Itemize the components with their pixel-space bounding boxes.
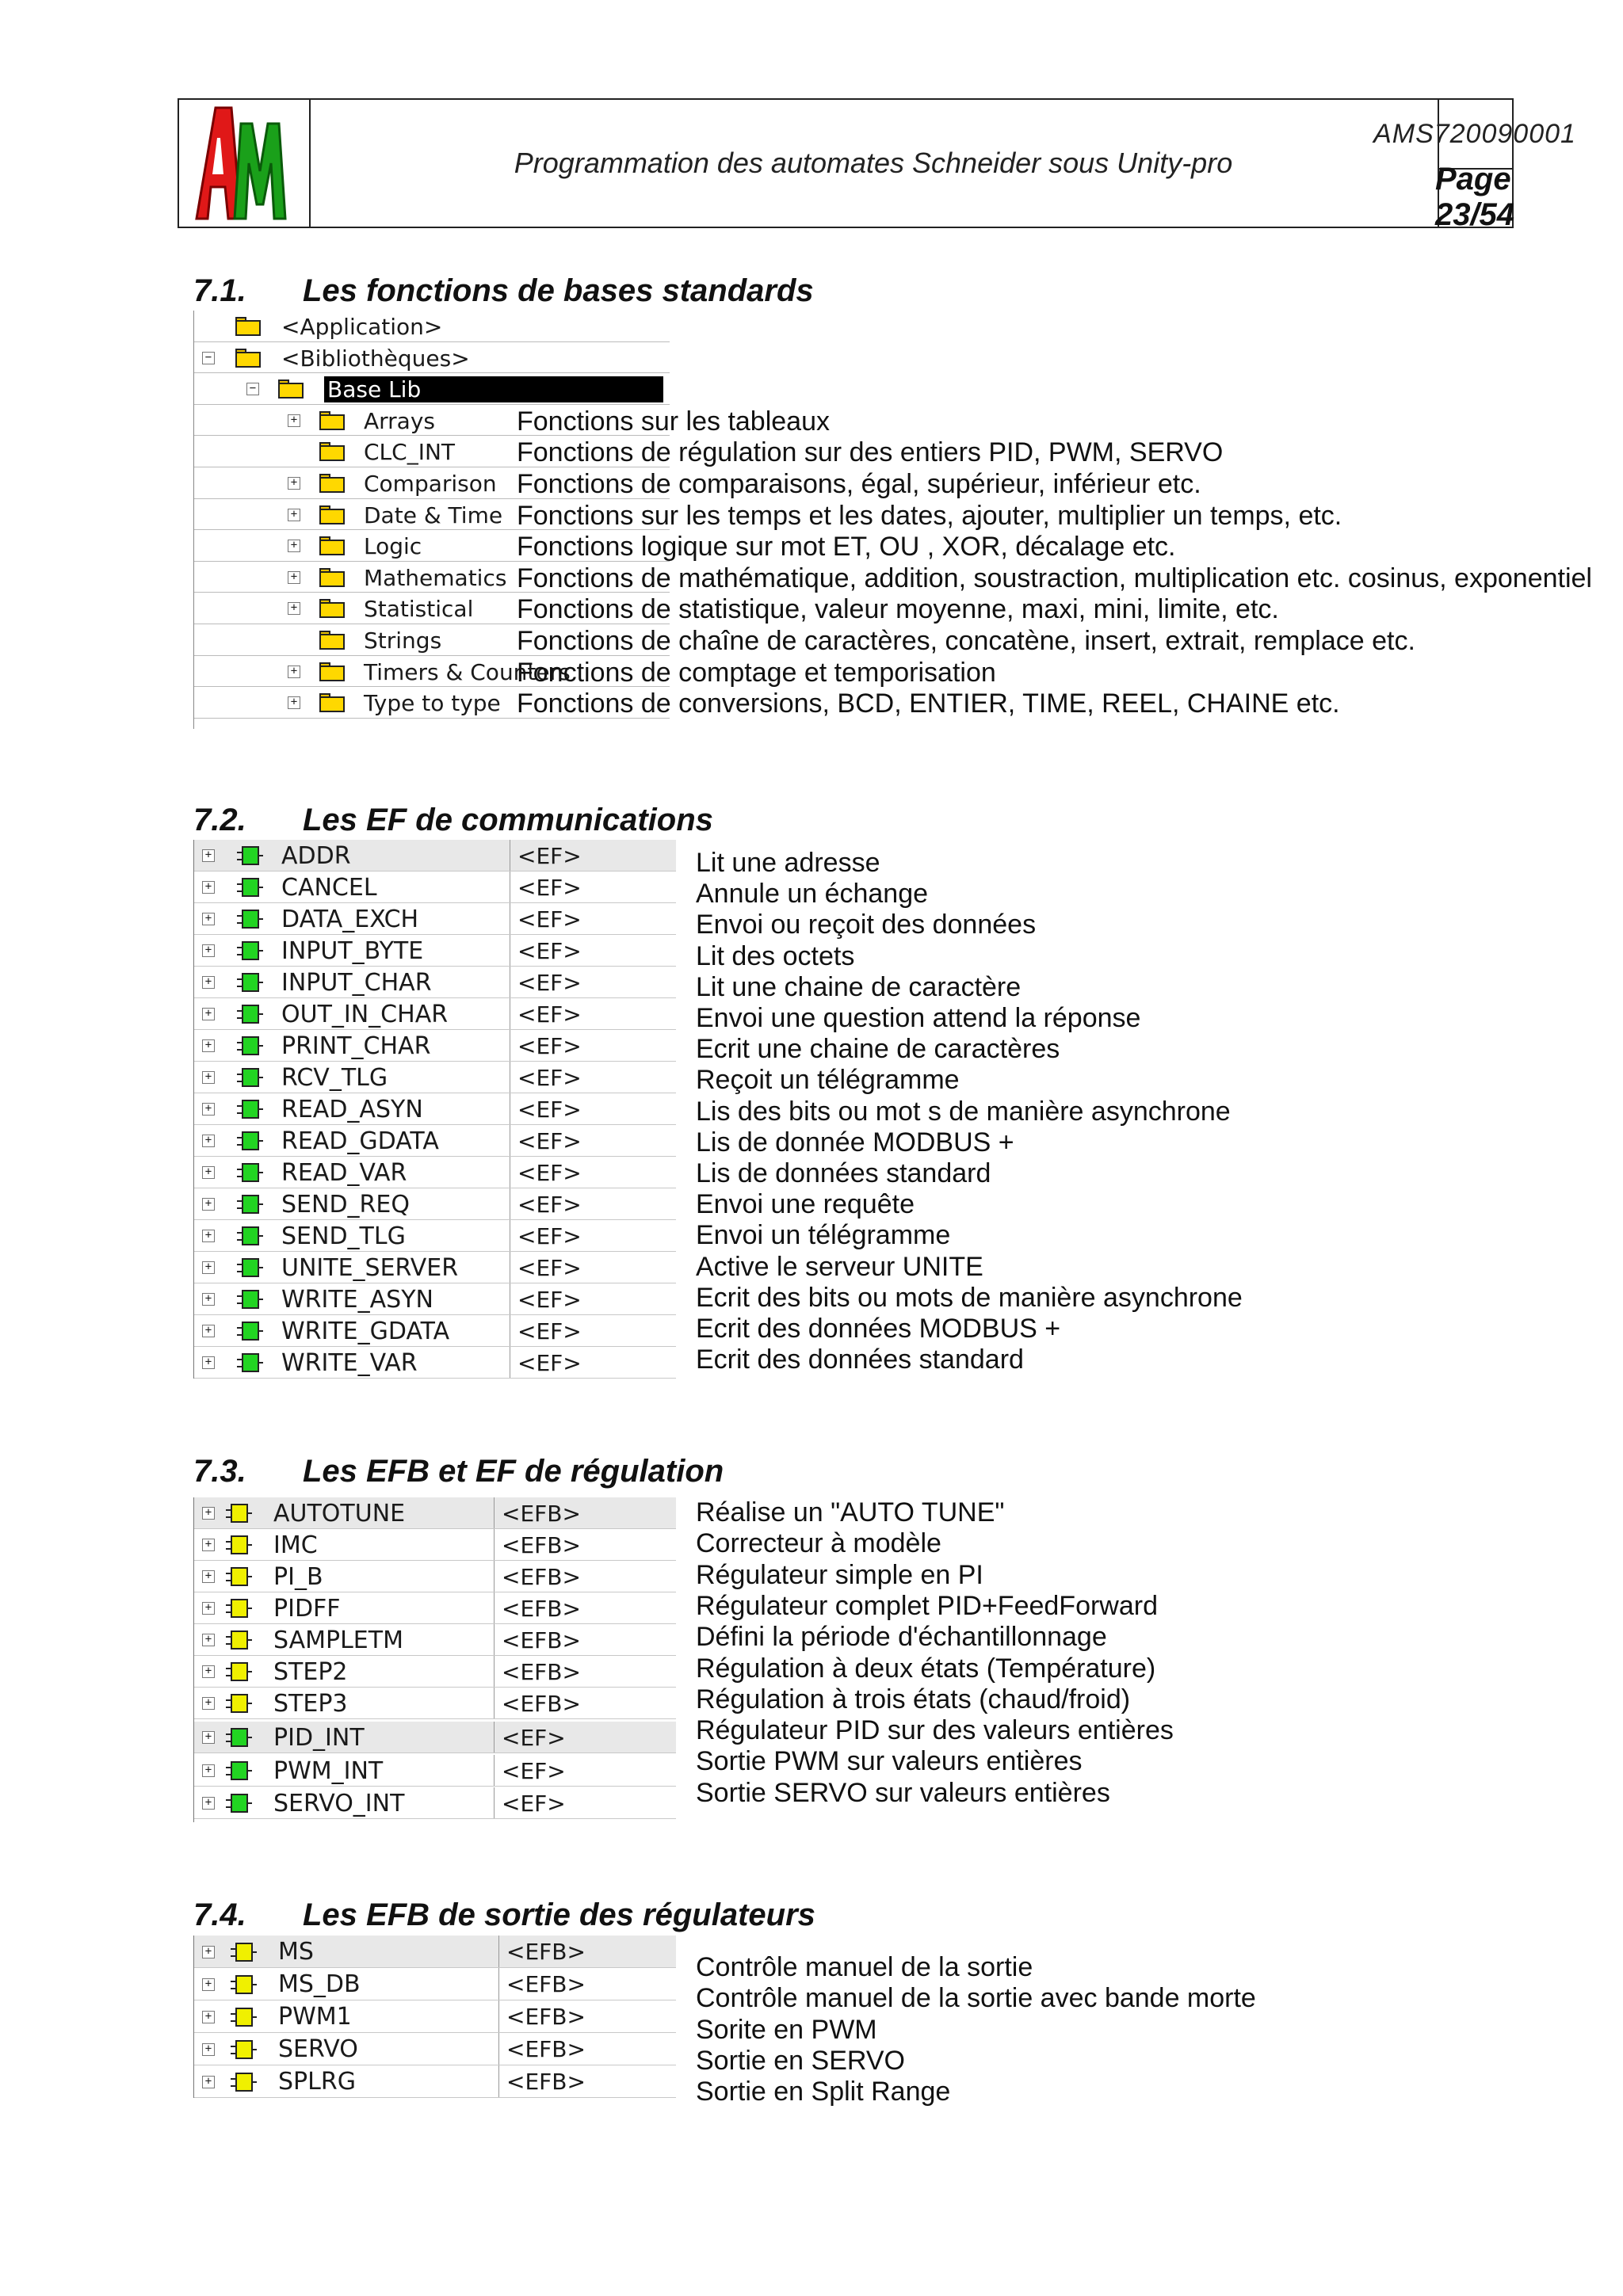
block-name: SERVO_INT bbox=[273, 1790, 405, 1817]
block-type: <EF> bbox=[517, 970, 582, 996]
table-row[interactable] bbox=[194, 840, 676, 871]
block-name: WRITE_VAR bbox=[281, 1349, 418, 1377]
section-title: Les fonctions de bases standards bbox=[303, 273, 814, 308]
expand-icon[interactable]: + bbox=[288, 696, 300, 709]
table-row[interactable] bbox=[194, 1722, 676, 1753]
column-divider bbox=[494, 1787, 495, 1819]
section-heading-7-3 bbox=[193, 1454, 724, 1489]
block-description: Sortie SERVO sur valeurs entières bbox=[696, 1777, 1110, 1808]
row-divider bbox=[194, 1786, 676, 1787]
block-type: <EF> bbox=[517, 1001, 582, 1028]
block-name: STEP2 bbox=[273, 1658, 348, 1686]
expand-icon[interactable]: + bbox=[202, 1507, 215, 1520]
folder-open-icon bbox=[278, 379, 304, 399]
table-row[interactable] bbox=[194, 1062, 676, 1093]
table-row[interactable] bbox=[194, 2033, 676, 2065]
block-type: <EFB> bbox=[502, 1532, 581, 1558]
block-name: SEND_REQ bbox=[281, 1191, 410, 1219]
efb-block-icon bbox=[235, 1943, 253, 1962]
block-name: IMC bbox=[273, 1531, 318, 1559]
row-divider bbox=[194, 1718, 676, 1719]
block-name: OUT_IN_CHAR bbox=[281, 1001, 449, 1028]
table-row[interactable] bbox=[194, 2065, 676, 2098]
expand-icon[interactable]: + bbox=[202, 1946, 215, 1958]
folder-icon bbox=[319, 505, 345, 524]
document-title-text: Programmation des automates Schneider sous Unity-pro bbox=[514, 147, 1233, 179]
expand-icon[interactable]: + bbox=[202, 2011, 215, 2023]
tree-item-label: Base Lib bbox=[324, 376, 663, 402]
block-type: <EF> bbox=[502, 1757, 566, 1784]
efb-block-icon bbox=[235, 2008, 253, 2027]
block-description: Envoi une requête bbox=[696, 1189, 915, 1220]
table-row[interactable] bbox=[194, 1656, 676, 1688]
block-description: Contrôle manuel de la sortie bbox=[696, 1952, 1033, 1982]
table-row[interactable] bbox=[194, 1093, 676, 1125]
block-type: <EF> bbox=[517, 1318, 582, 1344]
expand-icon[interactable]: + bbox=[202, 849, 215, 862]
block-type: <EF> bbox=[517, 938, 582, 964]
column-divider bbox=[494, 1529, 495, 1561]
ef-communication-table bbox=[193, 840, 676, 1379]
block-type: <EF> bbox=[517, 875, 582, 901]
block-description: Lis de données standard bbox=[696, 1158, 991, 1188]
block-name: AUTOTUNE bbox=[273, 1500, 406, 1527]
block-description: Régulateur complet PID+FeedForward bbox=[696, 1590, 1158, 1621]
section-number: 7.3. bbox=[193, 1454, 246, 1489]
block-description: Envoi une question attend la réponse bbox=[696, 1003, 1141, 1033]
folder-icon bbox=[319, 599, 345, 618]
block-name: SEND_TLG bbox=[281, 1222, 406, 1250]
efb-block-icon bbox=[231, 1630, 248, 1650]
expand-icon[interactable]: + bbox=[202, 1978, 215, 1991]
am-logo bbox=[179, 100, 306, 227]
table-row[interactable] bbox=[194, 1315, 676, 1347]
table-row[interactable] bbox=[194, 1220, 676, 1252]
library-description: Fonctions de régulation sur des entiers PID, PWM, SERVO bbox=[517, 437, 1224, 468]
table-row[interactable] bbox=[194, 1125, 676, 1157]
block-description: Sortie PWM sur valeurs entières bbox=[696, 1746, 1083, 1777]
tree-item-base-lib[interactable] bbox=[194, 373, 670, 404]
block-name: CANCEL bbox=[281, 874, 377, 902]
block-description: Reçoit un télégramme bbox=[696, 1065, 960, 1096]
tree-item-label: <Bibliothèques> bbox=[281, 345, 470, 372]
expand-icon[interactable]: + bbox=[288, 571, 300, 584]
table-row[interactable] bbox=[194, 2000, 676, 2033]
block-name: SERVO bbox=[278, 2035, 358, 2063]
tree-item-label: Mathematics bbox=[364, 564, 507, 591]
tree-item-label: Date & Time bbox=[364, 502, 503, 528]
block-type: <EF> bbox=[517, 906, 582, 933]
table-row[interactable] bbox=[194, 1936, 676, 1968]
table-row[interactable] bbox=[194, 1188, 676, 1220]
block-type: <EF> bbox=[517, 1255, 582, 1281]
block-description: Lit une chaine de caractère bbox=[696, 971, 1022, 1002]
ef-block-icon bbox=[242, 941, 259, 960]
block-description: Lit une adresse bbox=[696, 848, 880, 878]
block-description: Envoi un télégramme bbox=[696, 1220, 951, 1251]
block-description: Régulateur PID sur des valeurs entières bbox=[696, 1715, 1174, 1746]
block-type: <EF> bbox=[517, 1192, 582, 1218]
block-type: <EF> bbox=[502, 1791, 566, 1817]
block-name: PWM_INT bbox=[273, 1756, 384, 1785]
ef-block-icon bbox=[242, 846, 259, 865]
library-description: Fonctions de comptage et temporisation bbox=[517, 657, 996, 688]
block-type: <EFB> bbox=[502, 1501, 581, 1527]
row-divider bbox=[194, 1818, 676, 1819]
block-name: PWM1 bbox=[278, 2003, 352, 2031]
table-row[interactable] bbox=[194, 1968, 676, 2000]
folder-icon bbox=[319, 662, 345, 681]
expand-icon[interactable]: + bbox=[202, 1797, 215, 1810]
block-type: <EFB> bbox=[502, 1691, 581, 1717]
ef-block-icon bbox=[242, 910, 259, 929]
expand-icon[interactable]: + bbox=[202, 1325, 215, 1337]
column-divider bbox=[494, 1656, 495, 1688]
expand-icon[interactable]: + bbox=[202, 1293, 215, 1306]
section-number: 7.1. bbox=[193, 273, 246, 308]
block-name: READ_ASYN bbox=[281, 1096, 423, 1123]
logo-text: AM bbox=[179, 100, 181, 101]
efb-block-icon bbox=[231, 1535, 248, 1554]
block-description: Lis des bits ou mot s de manière asynchrone bbox=[696, 1096, 1231, 1127]
ef-block-icon bbox=[242, 973, 259, 992]
folder-icon bbox=[319, 442, 345, 461]
expand-icon[interactable]: + bbox=[202, 1166, 215, 1179]
block-name: STEP3 bbox=[273, 1690, 348, 1718]
tree-item-label: Type to type bbox=[364, 690, 501, 717]
block-name: PIDFF bbox=[273, 1595, 341, 1623]
expand-icon[interactable]: + bbox=[202, 1071, 215, 1084]
expand-icon[interactable]: + bbox=[202, 1261, 215, 1274]
efb-block-icon bbox=[235, 2040, 253, 2059]
expand-icon[interactable]: + bbox=[202, 1731, 215, 1744]
expand-icon[interactable]: + bbox=[202, 1008, 215, 1020]
ef-block-icon bbox=[242, 1131, 259, 1150]
expand-icon[interactable]: + bbox=[202, 2043, 215, 2056]
block-name: PI_B bbox=[273, 1563, 323, 1591]
efb-block-icon bbox=[231, 1567, 248, 1586]
column-divider bbox=[498, 2033, 499, 2065]
section-heading-7-2 bbox=[193, 803, 713, 838]
table-row[interactable] bbox=[194, 1561, 676, 1592]
expand-icon[interactable]: + bbox=[202, 1103, 215, 1116]
block-name: INPUT_CHAR bbox=[281, 969, 432, 997]
expand-icon[interactable]: + bbox=[202, 913, 215, 925]
block-description: Annule un échange bbox=[696, 879, 929, 910]
tree-item-label: Arrays bbox=[364, 407, 436, 434]
tree-item-label: Logic bbox=[364, 533, 422, 560]
section-heading-7-4 bbox=[193, 1897, 815, 1933]
document-title bbox=[309, 100, 1439, 227]
block-description: Active le serveur UNITE bbox=[696, 1251, 983, 1282]
column-divider bbox=[494, 1592, 495, 1624]
output-regulator-table bbox=[193, 1936, 676, 2098]
column-divider bbox=[498, 1968, 499, 2000]
block-type: <EFB> bbox=[502, 1659, 581, 1685]
block-description: Contrôle manuel de la sortie avec bande morte bbox=[696, 1983, 1256, 2014]
table-row[interactable] bbox=[194, 998, 676, 1030]
table-row[interactable] bbox=[194, 1252, 676, 1283]
table-row[interactable] bbox=[194, 935, 676, 967]
ef-block-icon bbox=[242, 878, 259, 897]
table-row[interactable] bbox=[194, 1787, 676, 1819]
library-description: Fonctions de statistique, valeur moyenne, maxi, mini, limite, etc. bbox=[517, 594, 1279, 625]
ef-block-icon bbox=[242, 1005, 259, 1024]
block-type: <EFB> bbox=[506, 1939, 586, 1965]
block-type: <EFB> bbox=[506, 2004, 586, 2030]
row-divider bbox=[194, 1378, 676, 1379]
table-row[interactable] bbox=[194, 1688, 676, 1719]
block-name: PID_INT bbox=[273, 1724, 365, 1752]
block-description: Régulateur simple en PI bbox=[696, 1559, 983, 1590]
ef-block-icon bbox=[242, 1195, 259, 1214]
folder-icon bbox=[319, 411, 345, 430]
expand-icon[interactable]: + bbox=[202, 1764, 215, 1777]
expand-icon[interactable]: + bbox=[202, 1570, 215, 1583]
expand-icon[interactable]: + bbox=[202, 1039, 215, 1052]
tree-item-label: Comparison bbox=[364, 471, 497, 497]
table-row[interactable] bbox=[194, 1755, 676, 1787]
ef-block-icon bbox=[231, 1728, 248, 1747]
block-type: <EF> bbox=[502, 1725, 566, 1751]
ef-block-icon bbox=[242, 1100, 259, 1119]
ef-block-icon bbox=[242, 1258, 259, 1277]
block-type: <EFB> bbox=[502, 1596, 581, 1622]
table-row[interactable] bbox=[194, 1347, 676, 1379]
ef-block-icon bbox=[231, 1761, 248, 1780]
expand-icon[interactable]: − bbox=[246, 383, 259, 395]
column-divider bbox=[494, 1561, 495, 1592]
table-row[interactable] bbox=[194, 1157, 676, 1188]
block-description: Ecrit des bits ou mots de manière asynchrone bbox=[696, 1282, 1243, 1313]
page-number: Page 23/54 bbox=[1434, 162, 1515, 232]
block-name: MS bbox=[278, 1938, 314, 1966]
block-description: Réalise un "AUTO TUNE" bbox=[696, 1497, 1005, 1527]
regulation-table bbox=[193, 1497, 676, 1822]
table-row[interactable] bbox=[194, 967, 676, 998]
ef-block-icon bbox=[242, 1163, 259, 1182]
efb-block-icon bbox=[231, 1694, 248, 1713]
table-row[interactable] bbox=[194, 1497, 676, 1529]
folder-open-icon bbox=[235, 349, 261, 368]
block-type: <EF> bbox=[517, 1128, 582, 1154]
block-type: <EFB> bbox=[506, 2069, 586, 2095]
block-description: Régulation à deux états (Température) bbox=[696, 1653, 1156, 1684]
tree-item-label: Statistical bbox=[364, 596, 474, 623]
table-row[interactable] bbox=[194, 1283, 676, 1315]
column-divider bbox=[494, 1624, 495, 1656]
expand-icon[interactable]: + bbox=[202, 976, 215, 989]
column-divider bbox=[498, 2000, 499, 2033]
ef-block-icon bbox=[242, 1226, 259, 1245]
folder-icon bbox=[235, 317, 261, 336]
ef-block-icon bbox=[242, 1290, 259, 1309]
block-type: <EF> bbox=[517, 1223, 582, 1249]
table-row[interactable] bbox=[194, 1592, 676, 1624]
block-description: Ecrit une chaine de caractères bbox=[696, 1034, 1060, 1065]
tree-item-label: CLC_INT bbox=[364, 439, 456, 466]
section-title: Les EFB et EF de régulation bbox=[303, 1454, 724, 1489]
ef-block-icon bbox=[242, 1322, 259, 1341]
column-divider bbox=[498, 2065, 499, 2098]
row-divider bbox=[194, 2097, 676, 2098]
library-description: Fonctions de comparaisons, égal, supérieur, inférieur etc. bbox=[517, 469, 1201, 499]
tree-item-label: <Application> bbox=[281, 314, 443, 340]
page-header bbox=[178, 98, 1576, 232]
block-type: <EF> bbox=[517, 843, 582, 869]
expand-icon[interactable]: + bbox=[202, 1697, 215, 1710]
folder-icon bbox=[319, 536, 345, 555]
logo-cell bbox=[179, 100, 311, 227]
expand-icon[interactable]: + bbox=[202, 1634, 215, 1646]
table-row[interactable] bbox=[194, 903, 676, 935]
block-type: <EF> bbox=[517, 1065, 582, 1091]
block-name: UNITE_SERVER bbox=[281, 1254, 459, 1282]
expand-icon[interactable]: + bbox=[202, 1602, 215, 1615]
tree-item-label: Strings bbox=[364, 627, 442, 654]
expand-icon[interactable]: + bbox=[288, 414, 300, 427]
table-row[interactable] bbox=[194, 1624, 676, 1656]
efb-block-icon bbox=[231, 1599, 248, 1618]
section-number: 7.4. bbox=[193, 1897, 246, 1932]
section-number: 7.2. bbox=[193, 803, 246, 837]
expand-icon[interactable]: + bbox=[202, 1665, 215, 1678]
table-row[interactable] bbox=[194, 871, 676, 903]
expand-icon[interactable]: + bbox=[202, 1230, 215, 1242]
block-type: <EF> bbox=[517, 1033, 582, 1059]
block-name: DATA_EXCH bbox=[281, 906, 419, 933]
section-title: Les EF de communications bbox=[303, 803, 713, 837]
table-row[interactable] bbox=[194, 1529, 676, 1561]
ef-block-icon bbox=[231, 1794, 248, 1813]
block-type: <EFB> bbox=[502, 1564, 581, 1590]
ef-block-icon bbox=[242, 1036, 259, 1055]
column-divider bbox=[494, 1688, 495, 1719]
block-description: Défini la période d'échantillonnage bbox=[696, 1622, 1107, 1653]
block-description: Sortie en Split Range bbox=[696, 2077, 951, 2107]
tree-item-bibliotheques[interactable] bbox=[194, 342, 670, 373]
ef-block-icon bbox=[242, 1353, 259, 1372]
expand-icon[interactable]: + bbox=[202, 1135, 215, 1147]
block-name: READ_VAR bbox=[281, 1159, 407, 1187]
library-description: Fonctions de mathématique, addition, soustraction, multiplication etc. cosinus, exponentiel bbox=[517, 563, 1592, 593]
block-name: WRITE_GDATA bbox=[281, 1318, 450, 1345]
block-type: <EFB> bbox=[502, 1627, 581, 1653]
library-description: Fonctions sur les temps et les dates, ajouter, multiplier un temps, etc. bbox=[517, 500, 1342, 531]
block-type: <EFB> bbox=[506, 1971, 586, 1997]
block-description: Sorite en PWM bbox=[696, 2014, 877, 2045]
block-name: MS_DB bbox=[278, 1970, 361, 1998]
library-description: Fonctions logique sur mot ET, OU , XOR, décalage etc. bbox=[517, 532, 1176, 563]
block-name: INPUT_BYTE bbox=[281, 937, 424, 965]
document-reference: AMS720090001 bbox=[1438, 100, 1512, 170]
folder-icon bbox=[319, 693, 345, 712]
column-divider bbox=[498, 1936, 499, 1968]
block-name: RCV_TLG bbox=[281, 1064, 388, 1092]
block-description: Lit des octets bbox=[696, 940, 855, 971]
block-description: Lis de donnée MODBUS + bbox=[696, 1127, 1014, 1158]
library-description: Fonctions sur les tableaux bbox=[517, 406, 830, 437]
efb-block-icon bbox=[235, 1975, 253, 1994]
column-divider bbox=[494, 1722, 495, 1753]
block-name: ADDR bbox=[281, 842, 351, 870]
ef-block-icon bbox=[242, 1068, 259, 1087]
block-description: Ecrit des données standard bbox=[696, 1344, 1024, 1375]
block-type: <EF> bbox=[517, 1160, 582, 1186]
efb-block-icon bbox=[231, 1504, 248, 1523]
expand-icon[interactable]: + bbox=[202, 944, 215, 957]
expand-icon[interactable]: + bbox=[288, 540, 300, 552]
block-description: Régulation à trois états (chaud/froid) bbox=[696, 1684, 1131, 1714]
block-description: Ecrit des données MODBUS + bbox=[696, 1314, 1061, 1344]
expand-icon[interactable]: + bbox=[288, 509, 300, 521]
folder-icon bbox=[319, 631, 345, 650]
expand-icon[interactable]: + bbox=[288, 666, 300, 678]
block-name: SAMPLETM bbox=[273, 1627, 403, 1654]
expand-icon[interactable]: + bbox=[202, 1198, 215, 1211]
library-description: Fonctions de conversions, BCD, ENTIER, TIME, REEL, CHAINE etc. bbox=[517, 688, 1340, 719]
block-type: <EF> bbox=[517, 1287, 582, 1313]
expand-icon[interactable]: + bbox=[202, 1356, 215, 1369]
library-description: Fonctions de chaîne de caractères, concatène, insert, extrait, remplace etc. bbox=[517, 626, 1415, 656]
efb-block-icon bbox=[235, 2073, 253, 2092]
tree-item-label: Timers & Counters bbox=[364, 658, 571, 685]
folder-icon bbox=[319, 568, 345, 587]
column-divider bbox=[494, 1497, 495, 1529]
folder-icon bbox=[319, 474, 345, 493]
block-type: <EF> bbox=[517, 1350, 582, 1376]
expand-icon[interactable]: + bbox=[202, 881, 215, 894]
expand-icon[interactable]: − bbox=[202, 352, 215, 364]
block-description: Correcteur à modèle bbox=[696, 1528, 941, 1559]
block-description: Envoi ou reçoit des données bbox=[696, 910, 1037, 940]
block-description: Sortie en SERVO bbox=[696, 2045, 905, 2076]
column-divider bbox=[494, 1755, 495, 1787]
section-heading-7-1 bbox=[193, 273, 814, 309]
block-type: <EF> bbox=[517, 1097, 582, 1123]
block-name: SPLRG bbox=[278, 2068, 356, 2096]
tree-item-application[interactable] bbox=[194, 311, 670, 341]
block-type: <EFB> bbox=[506, 2036, 586, 2062]
expand-icon[interactable]: + bbox=[288, 477, 300, 490]
section-title: Les EFB de sortie des régulateurs bbox=[303, 1897, 815, 1932]
block-name: READ_GDATA bbox=[281, 1127, 439, 1155]
table-row[interactable] bbox=[194, 1030, 676, 1062]
block-name: PRINT_CHAR bbox=[281, 1032, 431, 1060]
efb-block-icon bbox=[231, 1662, 248, 1681]
expand-icon[interactable]: + bbox=[202, 1539, 215, 1551]
block-name: WRITE_ASYN bbox=[281, 1286, 433, 1314]
expand-icon[interactable]: + bbox=[288, 602, 300, 615]
expand-icon[interactable]: + bbox=[202, 2076, 215, 2088]
